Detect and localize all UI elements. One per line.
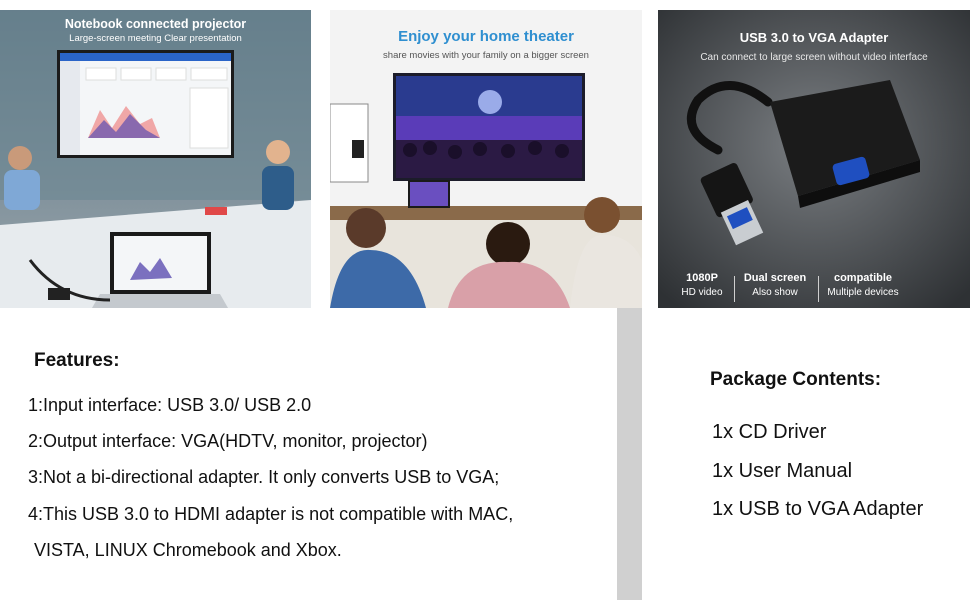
spec-title: compatible	[833, 272, 893, 284]
spec-1080p	[674, 272, 730, 298]
meeting-room-scene	[0, 10, 311, 308]
spec-title: Dual screen	[743, 272, 807, 284]
adapter-icon	[48, 288, 70, 300]
package-title: Package Contents:	[710, 369, 882, 390]
spec-title: 1080P	[686, 272, 718, 284]
spec-dual-screen	[738, 272, 812, 298]
spec-subtitle: Multiple devices	[827, 287, 899, 298]
adapter-icon	[352, 140, 364, 158]
features-title: Features:	[34, 350, 120, 371]
feature-item: VISTA, LINUX Chromebook and Xbox.	[29, 540, 342, 560]
panel2-subtitle: share movies with your family on a bigger screen	[383, 50, 589, 61]
spec-divider	[734, 276, 735, 302]
meeting-room-image	[0, 10, 311, 308]
tv-screen	[393, 73, 585, 181]
home-theater-image	[330, 10, 642, 308]
panel3-subtitle: Can connect to large screen without video interface	[700, 52, 928, 63]
column-divider	[617, 308, 642, 600]
panel1-subtitle: Large-screen meeting Clear presentation	[69, 33, 242, 44]
spec-compatible	[822, 272, 904, 298]
spec-divider	[818, 276, 819, 302]
feature-item: 4:This USB 3.0 to HDMI adapter is not compatible with MAC,	[28, 504, 514, 524]
adapter-product-image	[658, 10, 970, 308]
feature-item: 1:Input interface: USB 3.0/ USB 2.0	[28, 395, 312, 415]
projection-screen	[57, 50, 234, 158]
panel1-title: Notebook connected projector	[64, 17, 247, 31]
spec-subtitle: HD video	[681, 287, 723, 298]
package-item: 1x USB to VGA Adapter	[712, 498, 924, 520]
feature-item: 3:Not a bi-directional adapter. It only converts USB to VGA;	[28, 467, 500, 487]
laptop	[92, 232, 228, 308]
package-item: 1x User Manual	[712, 460, 853, 482]
panel2-title: Enjoy your home theater	[398, 28, 574, 45]
panel3-title: USB 3.0 to VGA Adapter	[739, 30, 889, 45]
spec-subtitle: Also show	[752, 287, 798, 298]
package-item: 1x CD Driver	[712, 421, 827, 443]
feature-item: 2:Output interface: VGA(HDTV, monitor, projector)	[28, 431, 428, 451]
